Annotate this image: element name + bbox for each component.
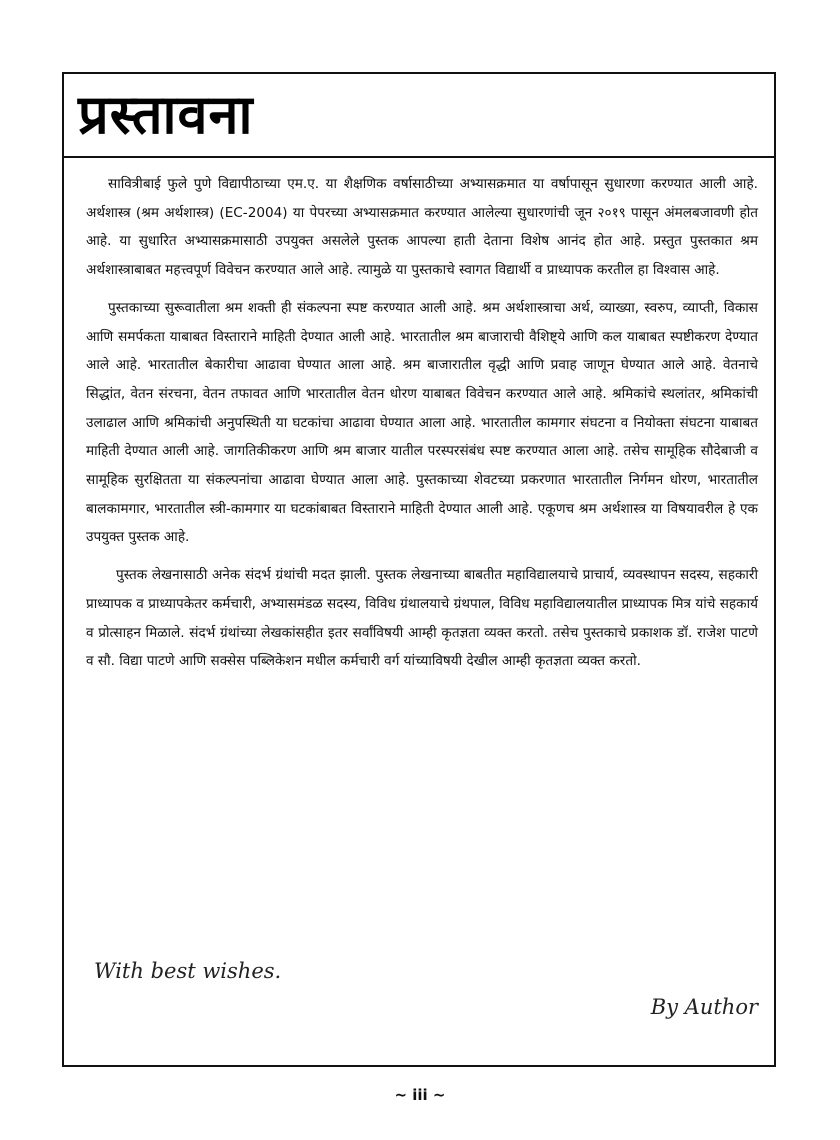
author-signature: By Author — [650, 995, 758, 1019]
title-bar — [64, 74, 774, 158]
page-number: ~ iii ~ — [394, 1086, 446, 1104]
closing-wishes: With best wishes. — [94, 959, 282, 983]
page-title: प्रस्तावना — [78, 83, 254, 146]
paragraph-2: पुस्तकाच्या सुरूवातीला श्रम शक्ती ही संकल्पना स्पष्ट करण्यात आली आहे. श्रम अर्थशास्त्राचा अर्थ, व्याख्या, स्वरुप, व्याप्ती, विकास आणि समर्पकता याबाबत विस्ताराने माहिती देण्यात आली आहे. भारतातील श्रम बाजाराची वैशिष्ट्ये आणि कल याबाबत स्पष्टीकरण देण्यात आले आहे. भारतातील बेकारीचा आढावा घेण्यात आला आहे. श्रम बाजारातील वृद्धी आणि प्रवाह जाणून घेण्यात आले आहे. वेतनाचे सिद्धांत, वेतन संरचना, वेतन तफावत आणि भारतातील वेतन धोरण याबाबत विवेचन करण्यात आले आहे. श्रमिकांचे स्थलांतर, श्रमिकांची उलाढाल आणि श्रमिकांची अनुपस्थिती या घटकांचा आढावा घेण्यात आला आहे. भारतातील कामगार संघटना व नियोक्ता संघटना याबाबत माहिती देण्यात आली आहे. जागतिकीकरण आणि श्रम बाजार यातील परस्परसंबंध स्पष्ट करण्यात आला आहे. तसेच सामूहिक सौदेबाजी व सामूहिक सुरक्षितता या संकल्पनांचा आढावा घेण्यात आला आहे. पुस्तकाच्या शेवटच्या प्रकरणात भारतातील निर्गमन धोरण, भारतातील बालकामगार, भारतातील स्त्री-कामगार या घटकांबाबत विस्ताराने माहिती देण्यात आली आहे. एकूणच श्रम अर्थशास्त्र या विषयावरील हे एक उपयुक्त पुस्तक आहे. — [86, 299, 758, 546]
paragraph-3: पुस्तक लेखनासाठी अनेक संदर्भ ग्रंथांची मदत झाली. पुस्तक लेखनाच्या बाबतीत महाविद्यालयाचे प्राचार्य, व्यवस्थापन सदस्य, सहकारी प्राध्यापक व प्राध्यापकेतर कर्मचारी, अभ्यासमंडळ सदस्य, विविध ग्रंथालयाचे ग्रंथपाल, विविध महाविद्यालयातील प्राध्यापक मित्र यांचे सहकार्य व प्रोत्साहन मिळाले. संदर्भ ग्रंथांच्या लेखकांसहीत इतर सर्वांविषयी आम्ही कृतज्ञता व्यक्त करतो. तसेच पुस्तकाचे प्रकाशक डॉ. राजेश पाटणे व सौ. विद्या पाटणे आणि सक्सेस पब्लिकेशन मधील कर्मचारी वर्ग यांच्याविषयी देखील आम्ही कृतज्ञता व्यक्त करतो. — [86, 567, 758, 670]
paragraph-1: सावित्रीबाई फुले पुणे विद्यापीठाच्या एम.ए. या शैक्षणिक वर्षासाठीच्या अभ्यासक्रमात या वर्षापासून सुधारणा करण्यात आली आहे. अर्थशास्त्र (श्रम अर्थशास्त्र) (EC-2004) या पेपरच्या अभ्यासक्रमात करण्यात आलेल्या सुधारणांची जून २०१९ पासून अंमलबजावणी होत आहे. या सुधारित अभ्यासक्रमासाठी उपयुक्त असलेले पुस्तक आपल्या हाती देताना विशेष आनंद होत आहे. प्रस्तुत पुस्तकात श्रम अर्थशास्त्राबाबत महत्त्वपूर्ण विवेचन करण्यात आले आहे. त्यामुळे या पुस्तकाचे स्वागत विद्यार्थी व प्राध्यापक करतील हा विश्वास आहे. — [86, 176, 758, 279]
preface-body — [86, 170, 758, 685]
page-frame — [62, 72, 776, 1067]
